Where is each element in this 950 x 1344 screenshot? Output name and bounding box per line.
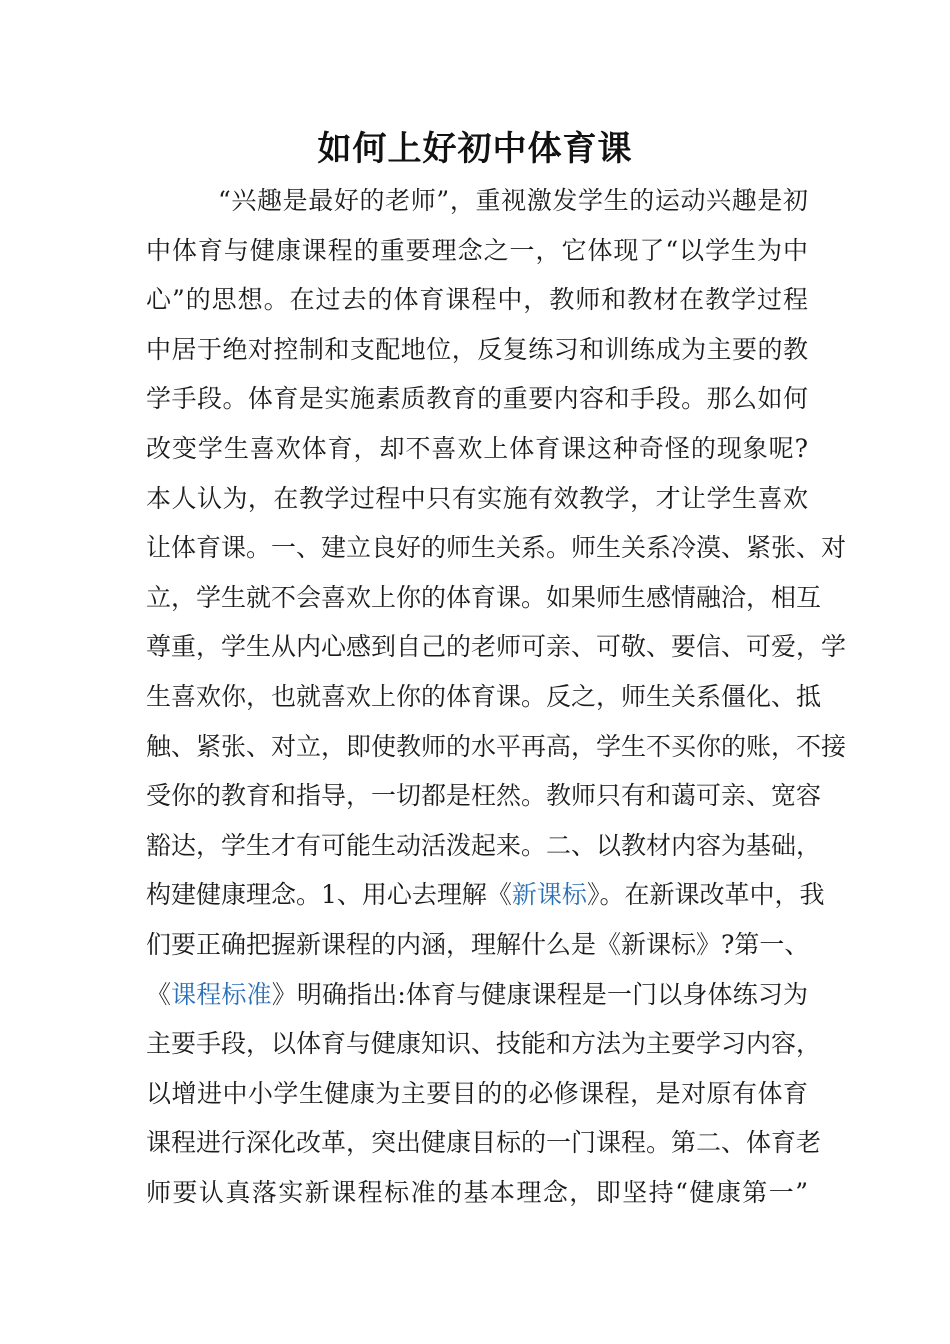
- body-line-5: 学手段。体育是实施素质教育的重要内容和手段。那么如何: [146, 384, 808, 414]
- body-line-10: 尊重，学生从内心感到自己的老师可亲、可敬、要信、可爱，学: [146, 632, 847, 662]
- body-line-2: 中体育与健康课程的重要理念之一，它体现了“以学生为中: [146, 235, 808, 265]
- body-line-14: 豁达，学生才有可能生动活泼起来。二、以教材内容为基础，: [146, 830, 822, 860]
- body-line-17: [146, 970, 808, 1020]
- body-line-4: 中居于绝对控制和支配地位，反复练习和训练成为主要的教: [146, 334, 808, 364]
- body-line-6: 改变学生喜欢体育，却不喜欢上体育课这种奇怪的现象呢?: [146, 433, 808, 463]
- body-line-15: [146, 870, 825, 920]
- body-line-9: 立，学生就不会喜欢上你的体育课。如果师生感情融洽，相互: [146, 582, 822, 612]
- document-body: [146, 176, 847, 1217]
- body-line-8: 让体育课。一、建立良好的师生关系。师生关系冷漠、紧张、对: [146, 533, 847, 563]
- body-line-15-before: 构建健康理念。1、用心去理解《: [146, 880, 512, 910]
- body-line-19: 以增进中小学生健康为主要目的的必修课程，是对原有体育: [146, 1078, 808, 1108]
- body-line-1: “兴趣是最好的老师”，重视激发学生的运动兴趣是初: [218, 186, 808, 215]
- body-line-12: 触、紧张、对立，即使教师的水平再高，学生不买你的账，不接: [146, 731, 847, 761]
- link-new-curriculum-standard[interactable]: 新课标: [511, 880, 587, 910]
- body-line-21: 师要认真落实新课程标准的基本理念，即坚持“健康第一”: [146, 1177, 808, 1207]
- document-title: 如何上好初中体育课: [317, 129, 633, 169]
- body-line-3: 心”的思想。在过去的体育课程中，教师和教材在教学过程: [146, 285, 808, 315]
- body-line-13: 受你的教育和指导，一切都是枉然。教师只有和蔼可亲、宽容: [146, 781, 822, 811]
- body-line-11: 生喜欢你，也就喜欢上你的体育课。反之，师生关系僵化、抵: [146, 681, 822, 711]
- body-line-16: 们要正确把握新课程的内涵，理解什么是《新课标》?第一、: [146, 929, 810, 959]
- body-line-20: 课程进行深化改革，突出健康目标的一门课程。第二、体育老: [146, 1128, 822, 1158]
- body-line-17-before: 《: [146, 979, 172, 1009]
- body-line-7: 本人认为，在教学过程中只有实施有效教学，才让学生喜欢: [146, 483, 808, 513]
- body-line-18: 主要手段，以体育与健康知识、技能和方法为主要学习内容，: [146, 1029, 822, 1059]
- body-line-17-after: 》明确指出:体育与健康课程是一门以身体练习为: [271, 979, 808, 1009]
- body-line-15-after: 》。在新课改革中，我: [586, 880, 825, 910]
- link-curriculum-standard[interactable]: 课程标准: [171, 979, 272, 1009]
